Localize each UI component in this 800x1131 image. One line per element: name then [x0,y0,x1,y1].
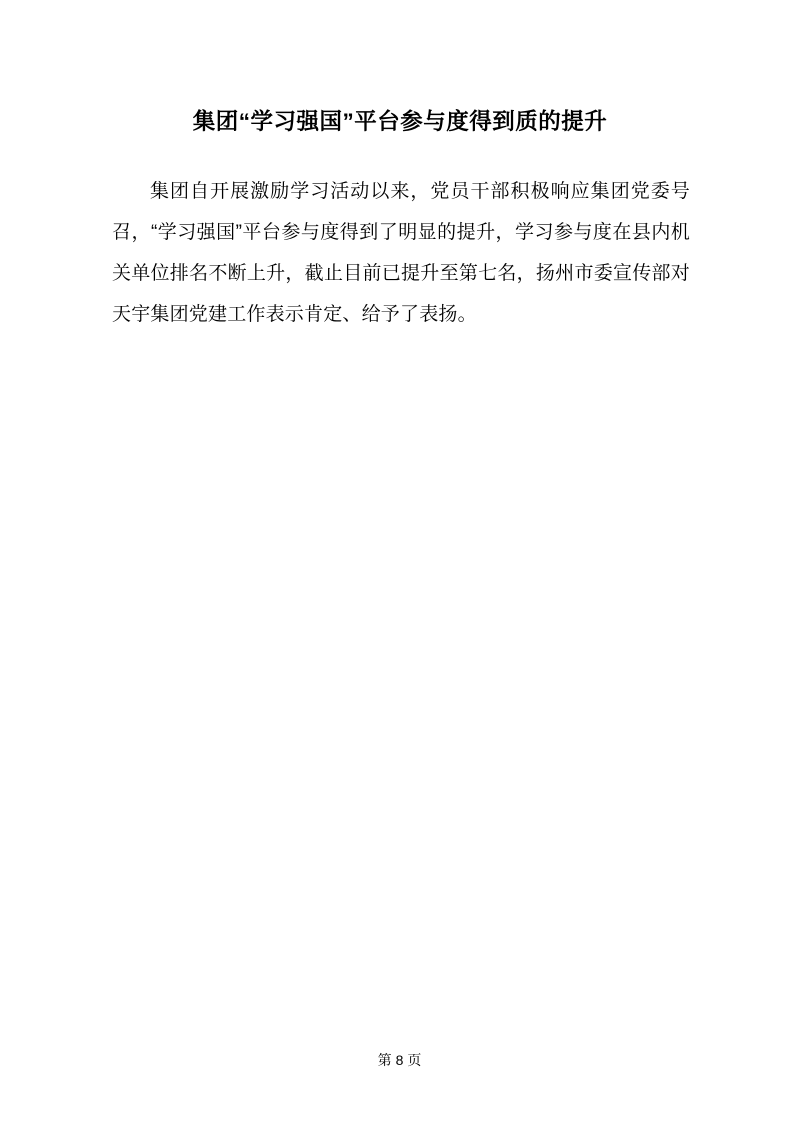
footer-suffix-label: 页 [407,1052,423,1068]
footer-prefix-label: 第 [377,1052,393,1068]
document-body [112,152,690,354]
page-number-group [378,1050,423,1070]
footer-page-number: 8 [395,1052,405,1068]
body-paragraph: 集团自开展激励学习活动以来，党员干部积极响应集团党委号召，“学习强国”平台参与度得到了明显的提升，学习参与度在县内机关单位排名不断上升，截止目前已提升至第七名，扬州市委宣传部对天宇集团党建工作表示肯定、给予了表扬。 [112,181,690,325]
page-footer [0,1050,800,1070]
page-title: 集团“学习强国”平台参与度得到质的提升 [192,109,608,135]
